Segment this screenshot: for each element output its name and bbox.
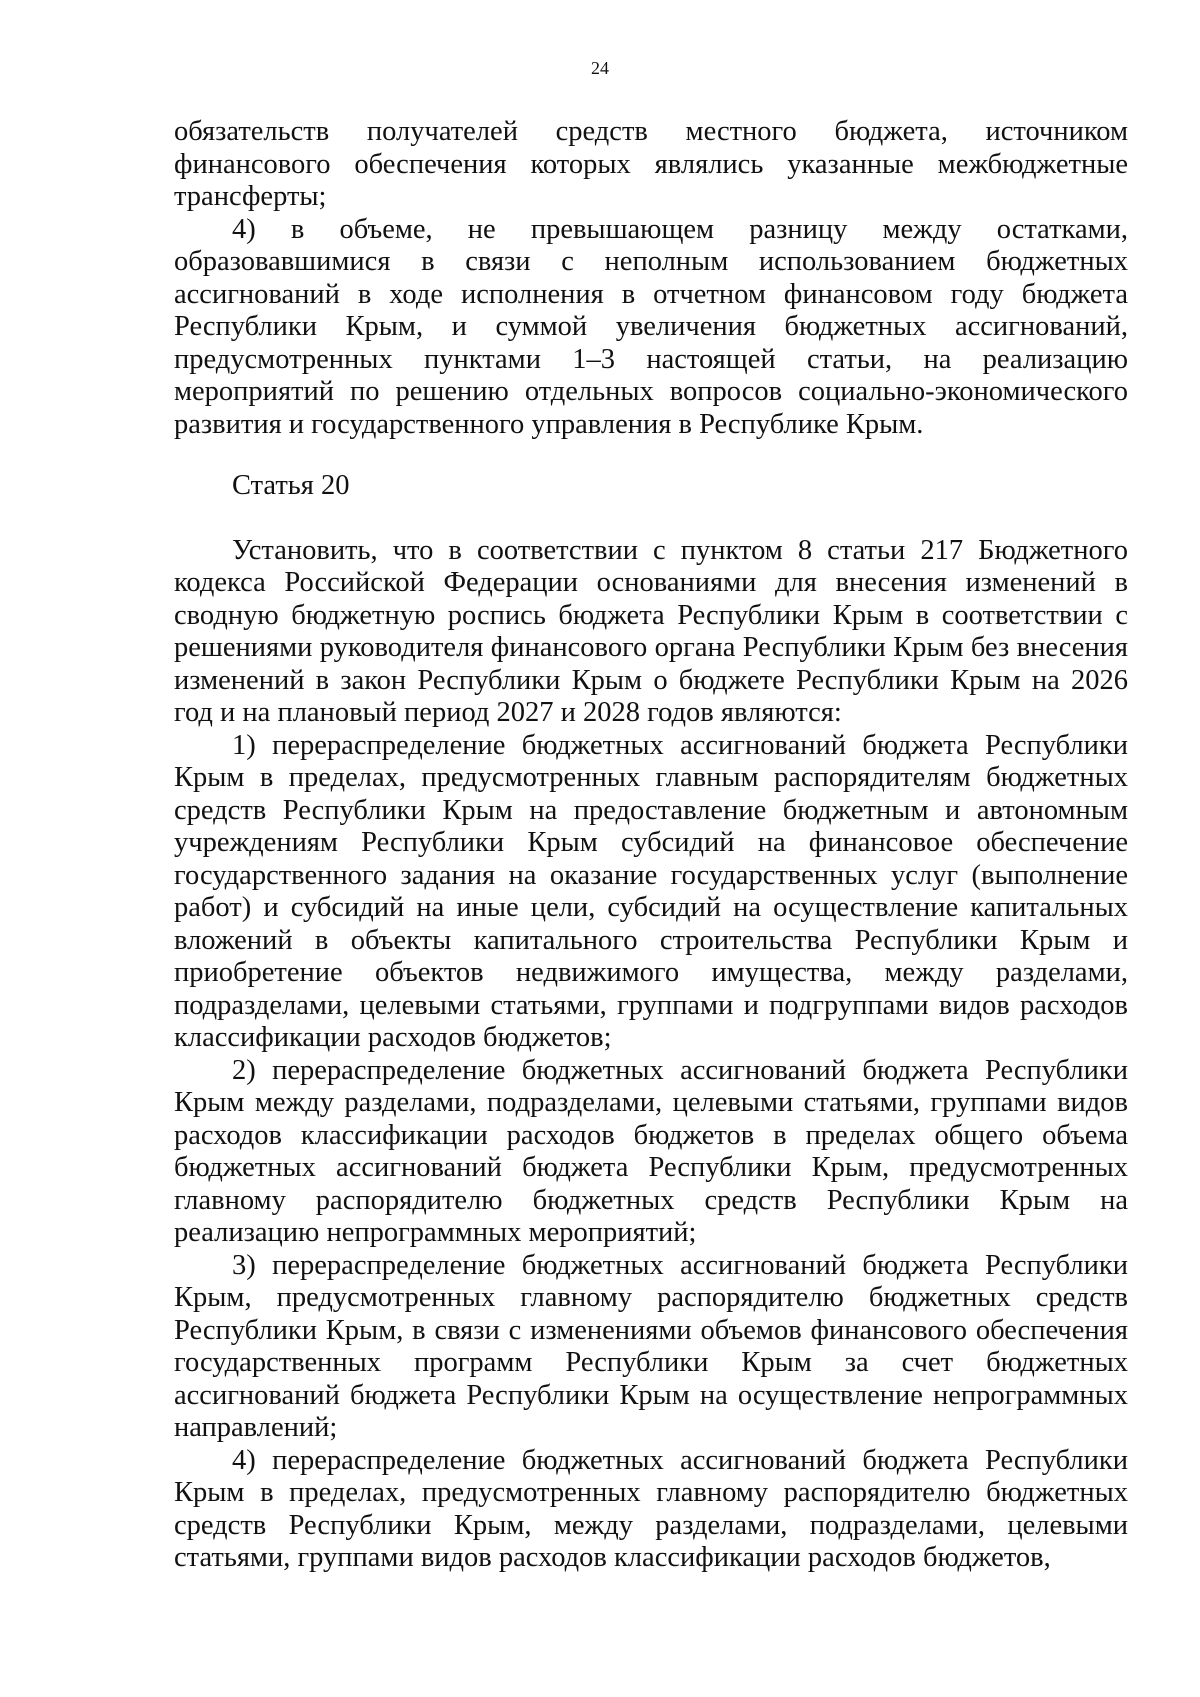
- spacer: [174, 503, 1128, 535]
- article-item-3: 3) перераспределение бюджетных ассигнований бюджета Республики Крым, предусмотренных главному распорядителю бюджетных средств Республики Крым, в связи с изменениями объемов финансового обеспечения государственных программ Республики Крым за счет бюджетных ассигнований бюджета Республики Крым на осуществление непрограммных направлений;: [174, 1249, 1128, 1443]
- article-item-4: 4) перераспределение бюджетных ассигнований бюджета Республики Крым в пределах, предусмотренных главному распорядителю бюджетных средств Республики Крым, между разделами, подразделами, целевыми статьями, группами видов расходов классификации расходов бюджетов,: [174, 1444, 1128, 1573]
- article-item-2: 2) перераспределение бюджетных ассигнований бюджета Республики Крым между разделами, подразделами, целевыми статьями, группами видов расходов классификации расходов бюджетов в пределах общего объема бюджетных ассигнований бюджета Республики Крым, предусмотренных главному распорядителю бюджетных средств Республики Крым на реализацию непрограммных мероприятий;: [174, 1054, 1128, 1248]
- document-body: [174, 116, 1128, 1575]
- article-intro-paragraph: Установить, что в соответствии с пунктом 8 статьи 217 Бюджетного кодекса Российской Федерации основаниями для внесения изменений в сводную бюджетную роспись бюджета Республики Крым в соответствии с решениями руководителя финансового органа Республики Крым без внесения изменений в закон Республики Крым о бюджете Республики Крым на 2026 год и на плановый период 2027 и 2028 годов являются:: [174, 534, 1128, 728]
- article-item-1: 1) перераспределение бюджетных ассигнований бюджета Республики Крым в пределах, предусмотренных главным распорядителям бюджетных средств Республики Крым на предоставление бюджетным и автономным учреждениям Республики Крым субсидий на финансовое обеспечение государственного задания на оказание государственных услуг (выполнение работ) и субсидий на иные цели, субсидий на осуществление капитальных вложений в объекты капитального строительства Республики Крым и приобретение объектов недвижимого имущества, между разделами, подразделами, целевыми статьями, группами и подгруппами видов расходов классификации расходов бюджетов;: [174, 729, 1128, 1053]
- page-number: 24: [591, 58, 609, 78]
- spacer: [174, 441, 1128, 470]
- paragraph-continuation: обязательств получателей средств местного бюджета, источником финансового обеспечения которых являлись указанные межбюджетные трансферты;: [174, 116, 1128, 212]
- list-item-4-previous-article: 4) в объеме, не превышающем разницу между остатками, образовавшимися в связи с неполным использованием бюджетных ассигнований в ходе исполнения в отчетном финансовом году бюджета Республики Крым, и суммой увеличения бюджетных ассигнований, предусмотренных пунктами 1–3 настоящей статьи, на реализацию мероприятий по решению отдельных вопросов социально-экономического развития и государственного управления в Республике Крым.: [174, 213, 1128, 440]
- article-heading: Статья 20: [232, 470, 350, 501]
